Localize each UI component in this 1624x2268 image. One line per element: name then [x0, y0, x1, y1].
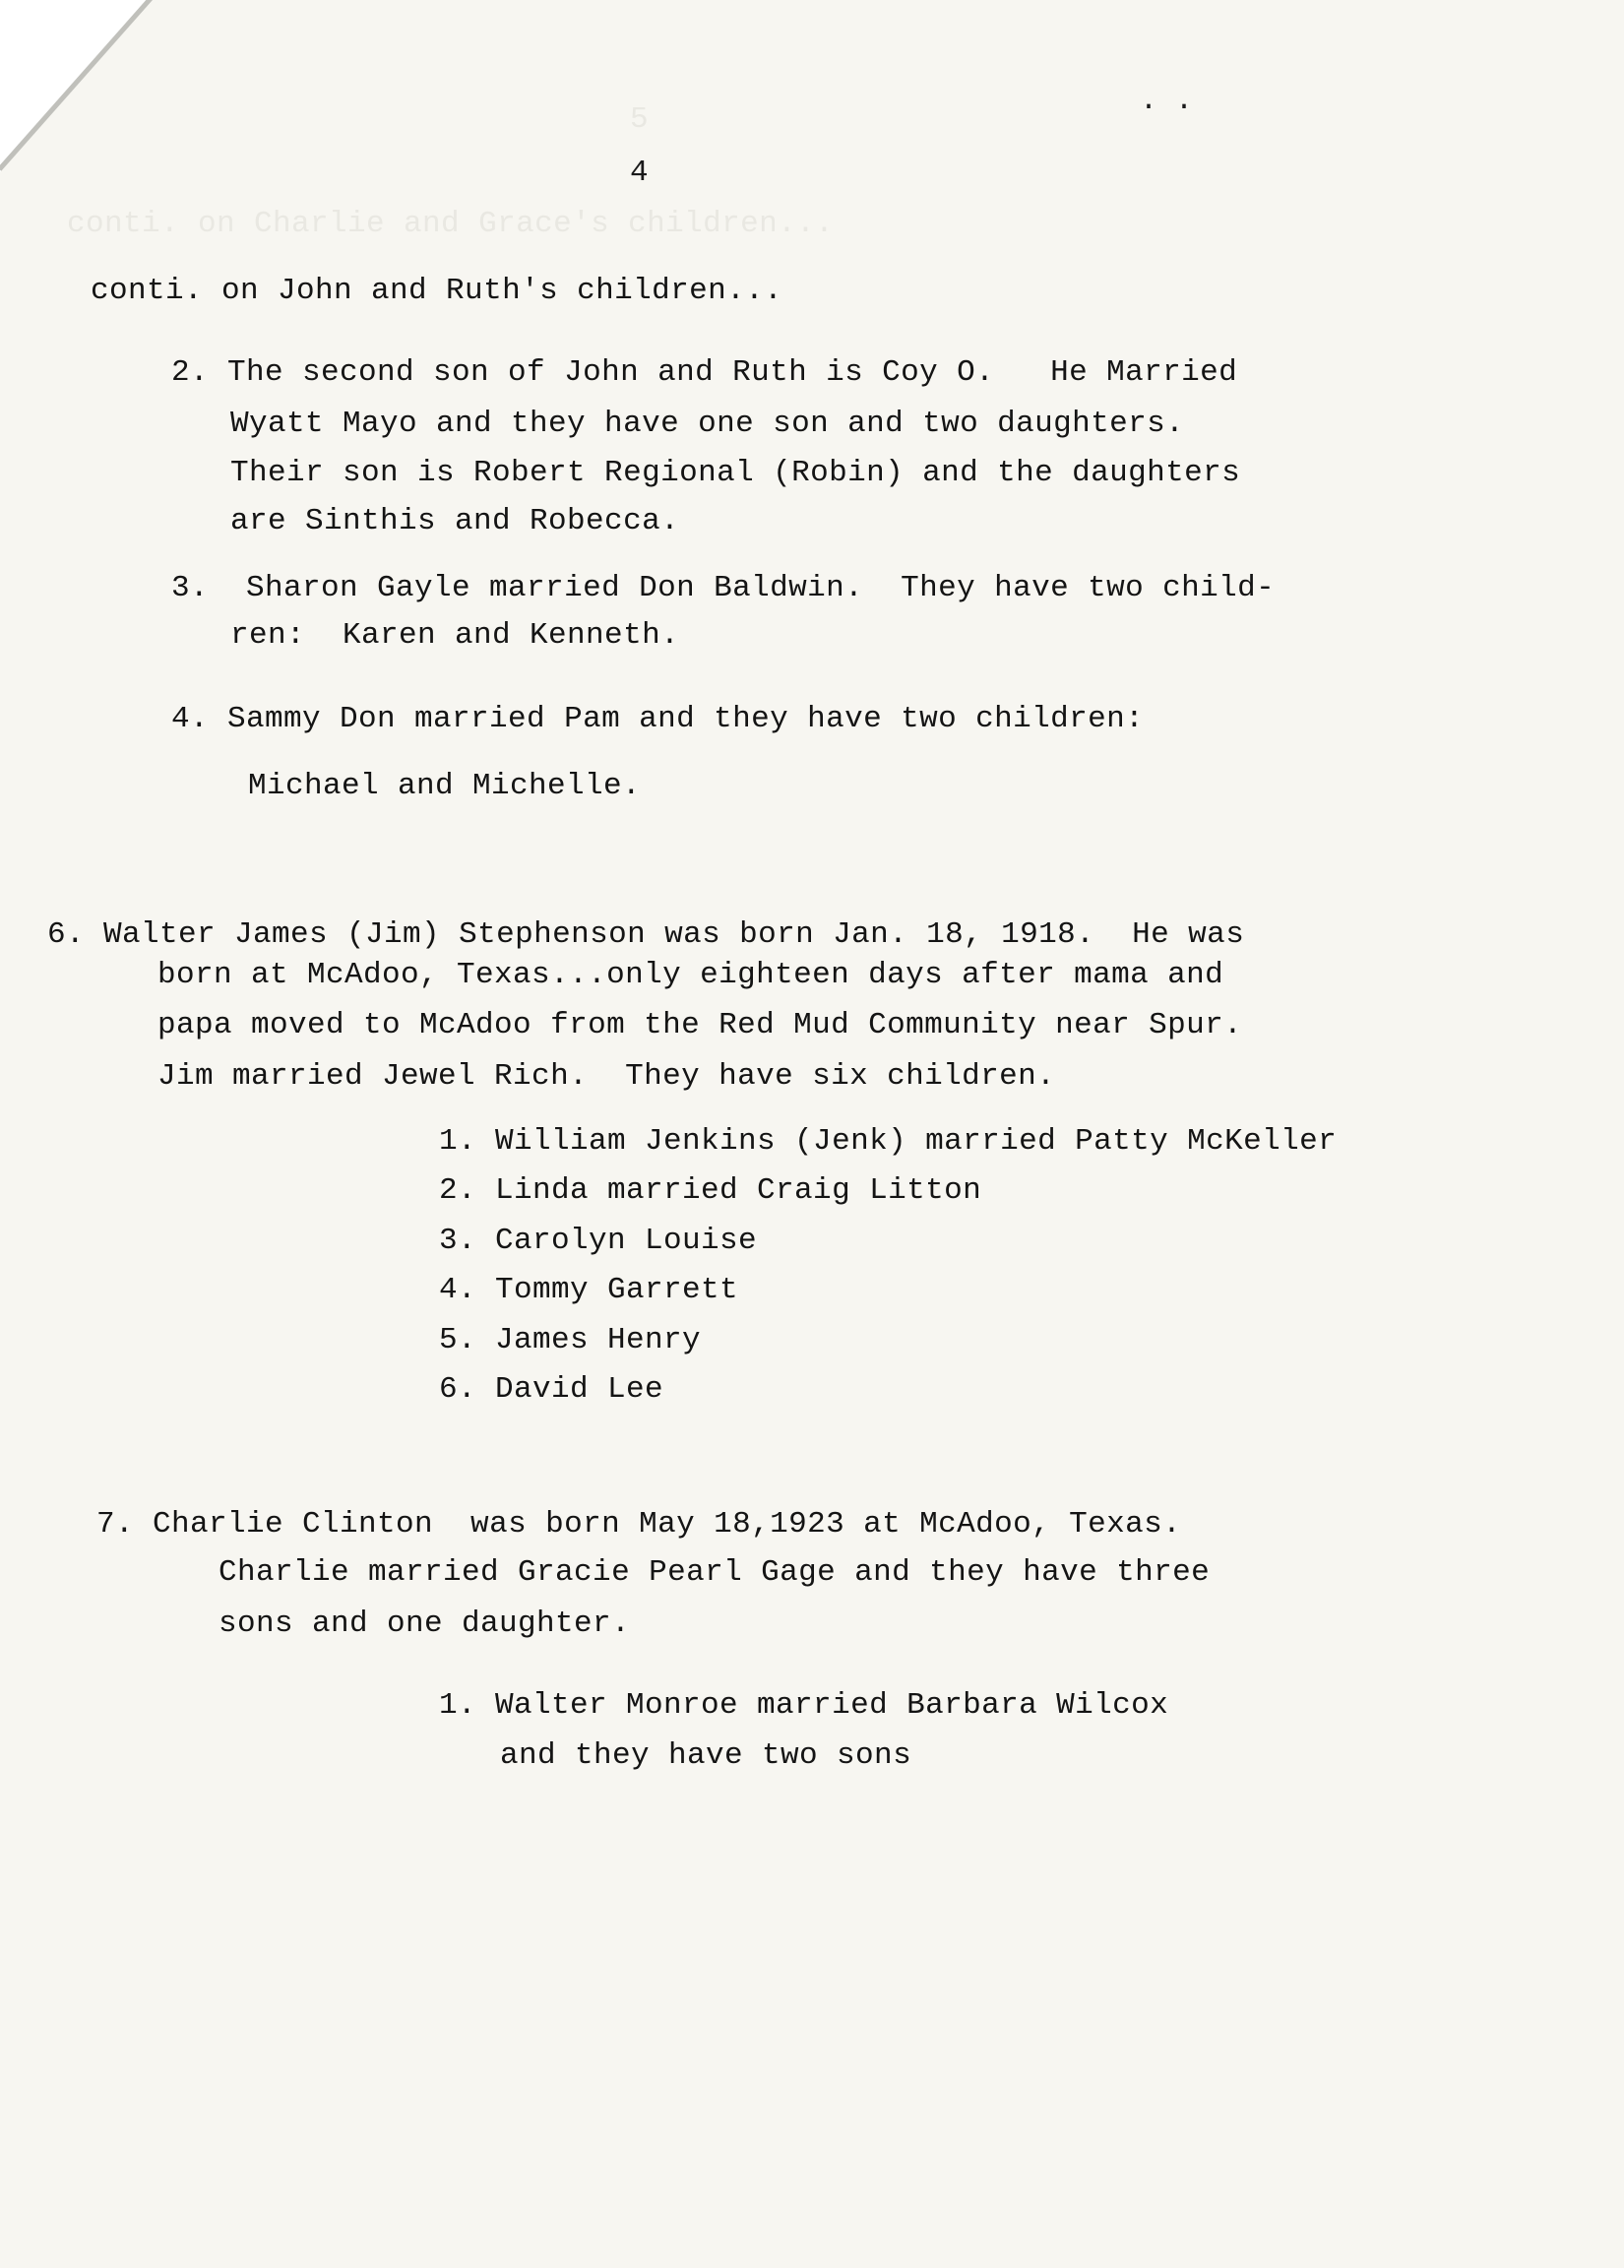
- child-list-item: 6. David Lee: [439, 1372, 664, 1407]
- entry-line: 2. The second son of John and Ruth is Coy O. He Married: [171, 355, 1238, 390]
- entry-line: 6. Walter James (Jim) Stephenson was born Jan. 18, 1918. He was: [47, 917, 1245, 952]
- child-list-item: 3. Carolyn Louise: [439, 1224, 758, 1258]
- entry-line: sons and one daughter.: [219, 1606, 631, 1641]
- entry-line: 4. Sammy Don married Pam and they have two children:: [171, 702, 1145, 736]
- entry-line: Their son is Robert Regional (Robin) and the daughters: [230, 456, 1241, 490]
- entry-line: Jim married Jewel Rich. They have six children.: [157, 1059, 1056, 1094]
- entry-line: Wyatt Mayo and they have one son and two daughters.: [230, 407, 1185, 441]
- child-list-item: and they have two sons: [500, 1738, 912, 1773]
- child-list-item: 2. Linda married Craig Litton: [439, 1173, 982, 1208]
- child-list-item: 4. Tommy Garrett: [439, 1273, 739, 1307]
- entry-line: born at McAdoo, Texas...only eighteen days after mama and: [157, 958, 1224, 992]
- entry-line: Charlie married Gracie Pearl Gage and they have three: [219, 1555, 1211, 1590]
- entry-line: ren: Karen and Kenneth.: [230, 618, 680, 653]
- child-list-item: 1. William Jenkins (Jenk) married Patty McKeller: [439, 1124, 1338, 1159]
- entry-line: papa moved to McAdoo from the Red Mud Community near Spur.: [157, 1008, 1243, 1042]
- stray-marks: . .: [1140, 85, 1194, 118]
- entry-line: Michael and Michelle.: [248, 769, 642, 803]
- child-list-item: 1. Walter Monroe married Barbara Wilcox: [439, 1688, 1169, 1723]
- section-heading: conti. on John and Ruth's children...: [91, 274, 783, 308]
- entry-line: 7. Charlie Clinton was born May 18,1923 at McAdoo, Texas.: [96, 1507, 1182, 1542]
- page-number: 4: [630, 156, 649, 190]
- entry-line: 3. Sharon Gayle married Don Baldwin. They have two child-: [171, 571, 1276, 605]
- ghost-heading: conti. on Charlie and Grace's children...: [67, 207, 835, 241]
- child-list-item: 5. James Henry: [439, 1323, 702, 1357]
- entry-line: are Sinthis and Robecca.: [230, 504, 680, 538]
- ghost-page-number: 5: [630, 102, 650, 137]
